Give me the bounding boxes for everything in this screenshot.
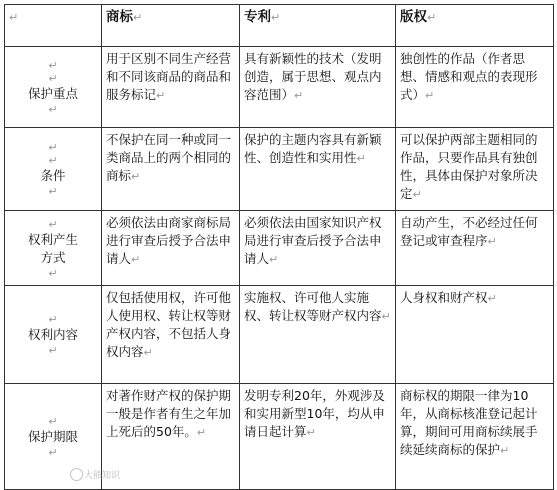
cell-patent-rights-origin: 必须依法由国家知识产权局进行审查后授予合法申请人↵ bbox=[240, 211, 396, 286]
cell-trademark-rights-content: 仅包括使用权，许可他人使用权、转让权等财产权内容，不包括人身权内容↵ bbox=[102, 286, 240, 384]
row-label-line-1: 权利产生 bbox=[27, 231, 78, 247]
header-corner-cell: ↵ bbox=[5, 5, 102, 47]
header-copyright-cell: 版权↵ bbox=[396, 5, 554, 47]
cell-copyright-rights-content: 人身权和财产权↵ bbox=[396, 286, 554, 384]
cell-patent-rights-content: 实施权、许可他人实施权、转让权等财产权内容↵ bbox=[240, 286, 396, 384]
row-label-line-2: 方式 ↵ bbox=[40, 249, 66, 280]
header-patent-cell: 专利↵ bbox=[240, 5, 396, 47]
cell-trademark-protection-focus: 用于区别不同生产经营和不同该商品的商品和服务标记↵ bbox=[102, 47, 240, 128]
cell-copyright-conditions: 可以保护两部主题相同的作品，只要作品具有独创性，具体由保护对象所决定↵ bbox=[396, 128, 554, 211]
table-row bbox=[5, 128, 554, 211]
watermark-logo-icon bbox=[70, 468, 83, 481]
row-header-conditions: ↵ ↵ 条件 ↵ bbox=[5, 128, 102, 211]
row-header-rights-origin: ↵ 权利产生 方式 ↵ bbox=[5, 211, 102, 286]
row-label: 保护重点 ↵ bbox=[27, 86, 78, 116]
watermark: 大熊知识 bbox=[84, 471, 121, 481]
cell-trademark-protection-term: 对著作财产权的保护期一般是作者有生之年加上死后的50年。↵ bbox=[102, 384, 240, 490]
table-row bbox=[5, 286, 554, 384]
row-label: 保护期限 ↵ bbox=[27, 429, 78, 459]
cell-patent-protection-term: 发明专利20年，外观涉及和实用新型10年，均从申请日起计算↵ bbox=[240, 384, 396, 490]
table-row bbox=[5, 211, 554, 286]
cell-patent-protection-focus: 具有新颖性的技术（发明创造，属于思想、观点内容范围）↵ bbox=[240, 47, 396, 128]
row-header-protection-term: ↵ 保护期限 ↵ bbox=[5, 384, 102, 490]
header-row bbox=[5, 5, 554, 47]
row-header-rights-content: ↵ 权利内容 ↵ bbox=[5, 286, 102, 384]
cell-copyright-protection-focus: 独创性的作品（作者思想、情感和观点的表现形式）↵ bbox=[396, 47, 554, 128]
row-header-protection-focus: ↵ ↵ 保护重点 ↵ bbox=[5, 47, 102, 128]
cell-trademark-conditions: 不保护在同一种或同一类商品上的两个相同的商标↵ bbox=[102, 128, 240, 211]
comparison-table bbox=[4, 4, 554, 490]
row-label: 权利内容 ↵ bbox=[27, 327, 78, 357]
row-label: 条件 ↵ bbox=[40, 168, 66, 198]
cell-patent-conditions: 保护的主题内容具有新颖性、创造性和实用性↵ bbox=[240, 128, 396, 211]
header-trademark-cell: 商标↵ bbox=[102, 5, 240, 47]
cell-trademark-rights-origin: 必须依法由商家商标局进行审查后授予合法申请人↵ bbox=[102, 211, 240, 286]
cell-copyright-rights-origin: 自动产生，不必经过任何登记或审查程序↵ bbox=[396, 211, 554, 286]
cell-copyright-protection-term: 商标权的期限一律为10年，从商标核准登记起计算，期间可用商标续展手续延续商标的保护↵ bbox=[396, 384, 554, 490]
table-row bbox=[5, 47, 554, 128]
